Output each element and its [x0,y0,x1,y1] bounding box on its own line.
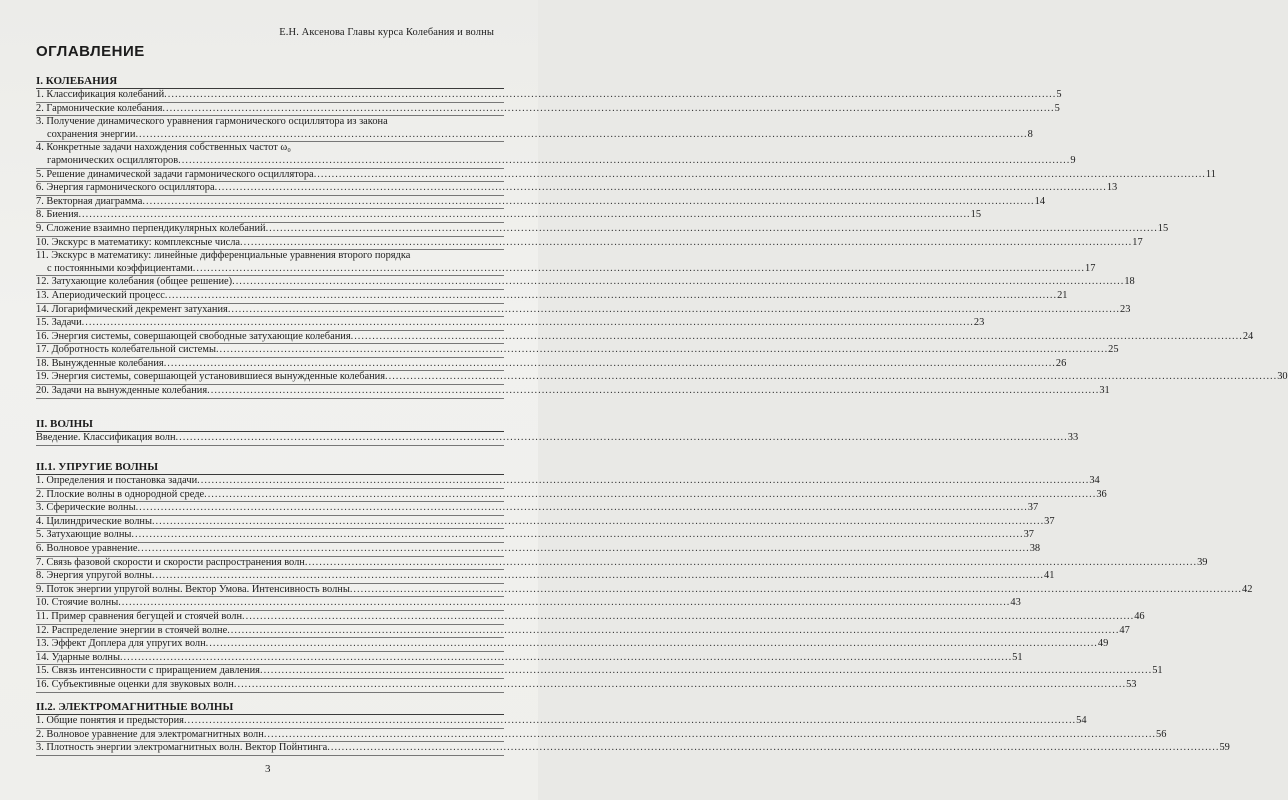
toc-entry[interactable] [36,385,1110,399]
toc-entry[interactable] [36,665,1163,679]
dot-leader [162,103,1054,116]
section-elastic-waves [36,460,1253,693]
toc-entry[interactable] [36,371,1288,385]
toc-entry[interactable] [36,344,1119,358]
dot-leader [215,182,1107,195]
section-title: II.2. ЭЛЕКТРОМАГНИТНЫЕ ВОЛНЫ [36,700,504,715]
toc-page-number: 26 [1055,357,1067,369]
dot-leader [165,290,1057,303]
toc-entry-title: 14. Ударные волны [36,651,120,663]
toc-page-number: 41 [1044,570,1055,582]
toc-page-number: 33 [1067,432,1079,443]
toc-page-number: 24 [1242,330,1254,342]
dot-leader [385,371,1277,384]
section-waves [36,417,1079,446]
toc-entry[interactable] [36,502,1039,516]
toc-entry[interactable] [36,236,1143,251]
toc-page-number: 13 [1106,182,1118,194]
toc-entry-title: 20. Задачи на вынужденные колебания [36,385,208,397]
dot-leader [118,597,1010,610]
toc-entry[interactable] [36,250,1096,276]
dot-leader [178,155,1070,168]
toc-entry[interactable] [36,168,1216,183]
page-number: 3 [265,763,271,775]
toc-entry-title: 15. Связь интенсивности с приращением давления [36,665,260,677]
toc-entry-title: 3. Сферические волны [36,502,136,514]
section-oscillations [36,74,1288,399]
toc-entry-title: 3. Получение динамического уравнения гармонического осциллятора из закона [36,116,388,128]
toc-entry-title: 16. Энергия системы, совершающей свободные затухающие колебания [36,330,351,342]
toc-entry-title-continuation: гармонических осцилляторов [47,154,179,166]
toc-page-number: 51 [1012,651,1023,663]
dot-leader [260,665,1152,678]
dot-leader [164,358,1056,371]
toc-entry-title: 11. Пример сравнения бегущей и стоячей волн [36,610,243,622]
running-header: Е.Н. Аксенова Главы курса Колебания и волны [279,27,494,38]
toc-entry-title: 1. Классификация колебаний [36,89,165,100]
toc-entry-title: 8. Энергия упругой волны [36,570,152,582]
dot-leader [351,331,1243,344]
toc-entry[interactable] [36,597,1021,611]
section-title: II.1. УПРУГИЕ ВОЛНЫ [36,460,504,475]
toc-page-number: 37 [1023,529,1034,541]
dot-leader [314,169,1206,182]
toc-page-number: 5 [1056,89,1062,100]
dot-leader [232,276,1124,289]
toc-entry[interactable] [36,276,1135,290]
dot-leader [242,611,1134,624]
toc-page-number: 37 [1044,515,1055,527]
toc-page-number: 54 [1076,715,1087,726]
toc-page-number: 5 [1054,102,1060,114]
toc-entry[interactable] [36,209,982,223]
toc-entry[interactable] [36,715,1087,729]
toc-page-number: 23 [973,317,985,329]
toc-entry[interactable] [36,182,1118,196]
toc-page-number: 37 [1027,502,1039,514]
toc-entry[interactable] [36,728,1167,743]
toc-page-number: 11 [1205,168,1216,180]
dot-leader [138,543,1030,556]
toc-entry-title-continuation: с постоянными коэффициентами [47,262,193,274]
toc-entry-title: 6. Энергия гармонического осциллятора [36,182,215,194]
toc-entry-title: 14. Логарифмический декремент затухания [36,303,228,315]
toc-entry-title: 4. Цилиндрические волны [36,515,152,527]
toc-entry[interactable] [36,142,1076,168]
toc-entry-title: 11. Экскурс в математику: линейные дифференциальные уравнения второго порядка [36,250,411,262]
toc-page-number: 17 [1085,262,1096,274]
dot-leader [142,196,1034,209]
toc-entry[interactable] [36,116,1033,142]
toc-entry[interactable] [36,529,1034,543]
toc-page-number: 18 [1124,276,1135,288]
toc-entry[interactable] [36,542,1041,557]
toc-entry[interactable] [36,488,1107,503]
toc-page-number: 36 [1096,488,1107,500]
toc-entry-title: 9. Сложение взаимно перпендикулярных колебаний [36,222,266,234]
toc-page-number: 21 [1057,289,1068,301]
toc-entry[interactable] [36,303,1131,318]
toc-page-number: 59 [1219,742,1230,754]
dot-leader [227,625,1119,638]
toc-entry-title: 2. Волновое уравнение для электромагнитных волн [36,728,264,740]
toc-entry[interactable] [36,102,1060,117]
toc-entry[interactable] [36,195,1046,210]
toc-page-number: 38 [1029,542,1041,554]
toc-page-number: 25 [1108,344,1119,356]
toc-page-number: 46 [1134,610,1145,622]
dot-leader [176,432,1068,445]
toc-entry-title: 10. Экскурс в математику: комплексные числа [36,236,241,248]
toc-entry-title: 5. Решение динамической задачи гармонического осциллятора [36,168,314,180]
toc-page-number: 53 [1126,678,1137,690]
toc-entry[interactable] [36,742,1230,756]
toc-entry-title: 7. Связь фазовой скорости и скорости распространения волн [36,556,305,568]
toc-entry[interactable] [36,89,1062,103]
toc-entry-title: 2. Плоские волны в однородной среде [36,488,205,500]
dot-leader [234,679,1126,692]
toc-entry[interactable] [36,475,1100,489]
toc-entry[interactable] [36,570,1055,584]
toc-entry[interactable] [36,610,1145,625]
dot-leader [136,502,1028,515]
toc-entry-title: 16. Субъективные оценки для звуковых волн [36,678,234,690]
dot-leader [78,209,970,222]
toc-entry-title: 18. Вынужденные колебания [36,357,164,369]
dot-leader [120,652,1012,665]
toc-entry-title: 19. Энергия системы, совершающей установившиеся вынужденные колебания [36,371,386,383]
toc-entry[interactable] [36,638,1109,652]
toc-entry-title: 13. Эффект Доплера для упругих волн [36,638,206,650]
dot-leader [264,729,1156,742]
toc-entry[interactable] [36,357,1067,372]
toc-entry-title: 5. Затухающие волны [36,529,132,541]
section-title: II. ВОЛНЫ [36,417,504,432]
dot-leader [266,223,1158,236]
toc-entry[interactable] [36,678,1137,693]
dot-leader [216,344,1108,357]
toc-page-number: 39 [1197,556,1208,568]
toc-page-number: 30 [1277,371,1288,383]
toc-page-number: 15 [970,209,982,221]
dot-leader [152,516,1044,529]
toc-entry[interactable] [36,317,985,331]
toc-page-number: 14 [1034,195,1046,207]
dot-leader [193,263,1085,276]
toc-entry-title: 7. Векторная диаграмма [36,195,143,207]
toc-entry-title: 8. Биения [36,209,79,221]
toc-entry-title: 1. Определения и постановка задачи [36,475,198,486]
toc-page-number: 51 [1152,665,1163,677]
toc-page-number: 43 [1010,597,1021,609]
dot-leader [240,237,1132,250]
toc-page-number: 17 [1132,236,1143,248]
toc-page-number: 15 [1157,222,1169,234]
dot-leader [152,570,1044,583]
section-title: I. КОЛЕБАНИЯ [36,74,504,89]
toc-entry-title: 12. Затухающие колебания (общее решение) [36,276,233,288]
toc-entry[interactable] [36,289,1068,304]
toc-page-number: 56 [1156,728,1167,740]
toc-entry-title: 1. Общие понятия и предыстория [36,715,184,726]
toc-page-number: 31 [1099,385,1110,397]
dot-leader [327,742,1219,755]
toc-entry[interactable] [36,583,1253,598]
dot-leader [184,715,1076,728]
dot-leader [350,584,1242,597]
toc-entry[interactable] [36,330,1254,345]
toc-entry[interactable] [36,651,1023,666]
toc-page-number: 8 [1027,128,1033,140]
dot-leader [82,317,974,330]
toc-page-number: 42 [1242,583,1253,595]
toc-page-number: 47 [1119,624,1130,636]
dot-leader [206,638,1098,651]
toc-entry-title: 9. Поток энергии упругой волны. Вектор Умова. Интенсивность волны [36,583,350,595]
toc-entry-title: 12. Распределение энергии в стоячей волне [36,624,228,636]
dot-leader [207,385,1099,398]
toc-entry-title: 10. Стоячие волны [36,597,119,609]
toc-entry[interactable] [36,556,1208,571]
dot-leader [305,557,1197,570]
section-em-waves [36,700,1230,756]
toc-page-number: 34 [1089,475,1100,486]
toc-entry-title: 2. Гармонические колебания [36,102,163,114]
toc-page-number: 49 [1097,638,1109,650]
toc-entry[interactable] [36,432,1079,446]
toc-entry[interactable] [36,624,1130,639]
toc-entry-title: 4. Конкретные задачи нахождения собственных частот ω₀ [36,142,291,154]
toc-page-number: 9 [1070,154,1076,166]
page-title: ОГЛАВЛЕНИЕ [36,43,145,60]
toc-entry-title: Введение. Классификация волн [36,432,176,443]
toc-entry[interactable] [36,222,1169,237]
toc-entry-title: 6. Волновое уравнение [36,542,138,554]
dot-leader [135,129,1027,142]
toc-entry-title: 13. Апериодический процесс [36,289,165,301]
toc-entry[interactable] [36,515,1055,530]
toc-entry-title-continuation: сохранения энергии [47,128,136,140]
dot-leader [164,89,1056,102]
dot-leader [228,304,1120,317]
dot-leader [131,529,1023,542]
toc-entry-title: 17. Добротность колебательной системы [36,344,216,356]
dot-leader [204,489,1096,502]
dot-leader [197,475,1089,488]
toc-entry-title: 3. Плотность энергии электромагнитных волн. Вектор Пойнтинга [36,742,328,754]
toc-page-number: 23 [1120,303,1131,315]
toc-entry-title: 15. Задачи [36,317,82,329]
